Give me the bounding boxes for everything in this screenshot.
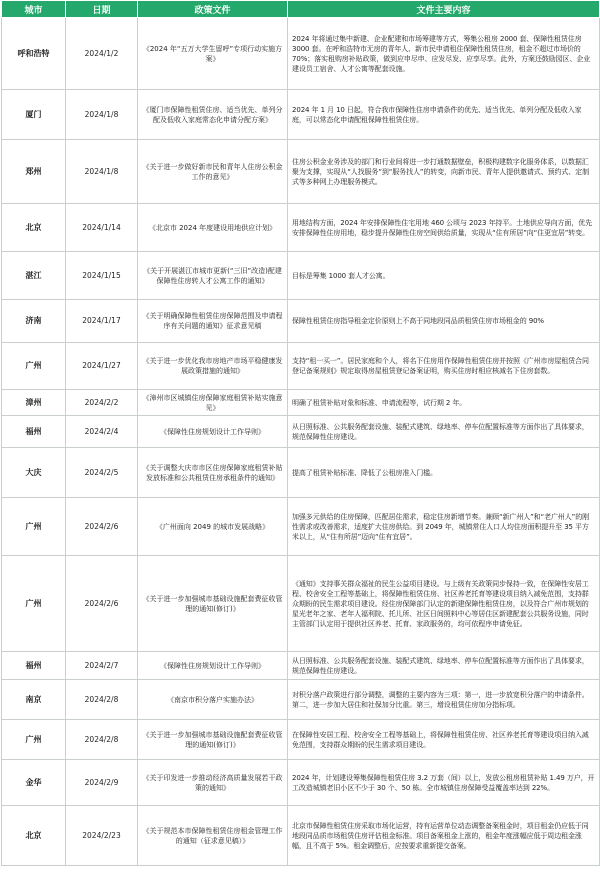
table-row [2,390,600,416]
cell-content: 明确了租赁补贴对象和标准、申请流程等，试行期 2 年。 [288,390,600,416]
table-row [2,806,600,866]
cell-policy: 《关于印发进一步推动经济高质量发展若干政策的通知》 [138,760,288,806]
cell-city: 南京 [2,680,66,720]
cell-policy: 《广州面向 2049 的城市发展战略》 [138,498,288,556]
cell-content: 北京市保障性租赁住房采取市场化运营，持有运营单位动态调整备案租金时，项目租金仍应低于同地段同品质市场租赁住房评估租金标准。项目备案租金上涨的，租金年度涨幅应低于周边租金涨幅，且不高于 5%。租金调整后，应按要求重新提交备案。 [288,806,600,866]
cell-city: 厦门 [2,90,66,140]
table-header-row [2,1,600,18]
cell-content: 支持“租一买一”。居民家庭和个人，将名下住房用作保障性租赁住房并按照《广州市房屋租赁合同登记备案规则》规定取得房屋租赁登记备案证明，购买住房时相应核减名下住房套数。 [288,343,600,390]
cell-content: 用地结构方面，2024 年安排保障性住宅用地 460 公顷与 2023 年持平。土地供应导向方面，优先安排保障性住房用地，稳步提升保障性住房空间供给质量，实现从“住有所居”向“住更宜居”转变。 [288,204,600,252]
cell-city: 福州 [2,416,66,448]
table-row [2,300,600,343]
cell-policy: 《关于进一步加强城市基础设施配套费征收管理的通知(修订)》 [138,556,288,652]
cell-date: 2024/1/14 [66,204,138,252]
cell-date: 2024/2/6 [66,556,138,652]
cell-city: 广州 [2,498,66,556]
table-row [2,90,600,140]
cell-date: 2024/2/6 [66,498,138,556]
header-content: 文件主要内容 [288,1,600,18]
cell-policy: 《关于进一步加强城市基础设施配套费征收管理的通知(修订)》 [138,720,288,760]
cell-city: 北京 [2,204,66,252]
cell-policy: 《2024 年“五万大学生留呼”专项行动实施方案》 [138,18,288,90]
table-row [2,556,600,652]
cell-policy: 《关于进一步优化我市房地产市场平稳健康发展政策措施的通知》 [138,343,288,390]
cell-content: 加强多元供给的住房保障，匹配居住需求，稳定住房新增节奏。兼顾“新广州人”和“老广州人”的刚性需求或改善需求，适度扩大住房供给。到 2049 年，城镇常住人口人均住房面积提升至 35 平方米以上，从“住有所居”迈向“住有宜居”。 [288,498,600,556]
cell-date: 2024/2/5 [66,448,138,498]
cell-date: 2024/2/8 [66,720,138,760]
cell-content: 《通知》支持事关群众福祉的民生公益项目建设。与上级有关政策同步保持一致，在保障性安居工程、校舍安全工程等基础上，将保障性租赁住房、社区养老托育等建设项目纳入减免范围，支持群众期盼的民生需求项目建设。经住房保障部门认定的新建保障性租赁住房，以及符合广州市规划的星光老年之家、老年人福利院、托儿所、社区日间照料中心等居住区新建配套公共服务设施，同时主管部门认定用于提供社区养老、托育、家政服务的，均可依程序申请免征。 [288,556,600,652]
cell-content: 在保障性安居工程、校舍安全工程等基础上，将保障性租赁住房、社区养老托育等建设项目纳入减免范围，支持群众期盼的民生需求项目建设。 [288,720,600,760]
header-policy: 政策文件 [138,1,288,18]
table-row [2,204,600,252]
cell-content: 保障性租赁住房指导租金定价原则上不高于同地段同品质租赁住房市场租金的 90% [288,300,600,343]
table-row [2,498,600,556]
cell-content: 2024 年 1 月 10 日起，符合我市保障性住房申请条件的优先、适当优先、单列分配及低收入家庭，可以常态化申请配租保障性租赁住房。 [288,90,600,140]
table-row [2,252,600,300]
cell-date: 2024/1/8 [66,90,138,140]
table-row [2,18,600,90]
table-row [2,760,600,806]
cell-content: 提高了租赁补贴标准、降低了公租房准入门槛。 [288,448,600,498]
table-row [2,448,600,498]
cell-policy: 《关于规范本市保障性租赁住房租金管理工作的通知（征求意见稿）》 [138,806,288,866]
cell-content: 住房公积金业务涉及的部门和行业间将进一步打通数据壁垒，积极构建数字化服务体系，以数据汇聚为支撑，实现从“人找服务”到“服务找人”的转变，向新市民、青年人提供邀请式、预约式、定制式等多种网上办理服务模式。 [288,140,600,204]
cell-city: 漳州 [2,390,66,416]
cell-city: 广州 [2,343,66,390]
cell-content: 对积分落户政策进行部分调整，调整的主要内容为三项：第一，进一步放宽积分落户的申请条件。第二，进一步加大居住和社保加分比重。第三，增设租赁住房加分指标项。 [288,680,600,720]
cell-policy: 《南京市积分落户实施办法》 [138,680,288,720]
cell-policy: 《关于明确保障性租赁住房保障范围及申请程序有关问题的通知》征求意见稿 [138,300,288,343]
cell-city: 北京 [2,806,66,866]
cell-policy: 《关于开展湛江市城市更新(“三旧”改造)配建保障性住房转人才公寓工作的通知》 [138,252,288,300]
cell-city: 福州 [2,652,66,680]
cell-policy: 《保障性住房规划设计工作导则》 [138,652,288,680]
cell-content: 2024 年，计划建设筹集保障性租赁住房 3.2 万套（间）以上，发放公租房租赁补贴 1.49 万户，开工改造城镇老旧小区不少于 30 个、50 栋。全市城镇住房保障受益覆盖率达到 22%。 [288,760,600,806]
cell-date: 2024/2/9 [66,760,138,806]
policy-table [1,0,600,866]
cell-policy: 《漳州市区城镇住房保障家庭租赁补贴实施意见》 [138,390,288,416]
cell-date: 2024/2/7 [66,652,138,680]
cell-content: 从日照标准、公共服务配套设施、装配式建筑、绿地率、停车位配置标准等方面作出了具体要求，规范保障性住房建设。 [288,652,600,680]
cell-city: 呼和浩特 [2,18,66,90]
cell-policy: 《厦门市保障性租赁住房、适当优先、单列分配及低收入家庭常态化申请分配方案》 [138,90,288,140]
cell-policy: 《关于进一步做好新市民和青年人住房公积金工作的意见》 [138,140,288,204]
cell-city: 郑州 [2,140,66,204]
cell-date: 2024/1/15 [66,252,138,300]
cell-content: 目标是筹集 1000 套人才公寓。 [288,252,600,300]
cell-policy: 《北京市 2024 年度建设用地供应计划》 [138,204,288,252]
table-row [2,680,600,720]
cell-date: 2024/1/27 [66,343,138,390]
cell-city: 广州 [2,556,66,652]
cell-city: 湛江 [2,252,66,300]
table-row [2,416,600,448]
cell-date: 2024/2/23 [66,806,138,866]
cell-date: 2024/2/4 [66,416,138,448]
cell-date: 2024/2/8 [66,680,138,720]
table-row [2,652,600,680]
cell-policy: 《保障性住房规划设计工作导则》 [138,416,288,448]
table-row [2,140,600,204]
cell-content: 从日照标准、公共服务配套设施、装配式建筑、绿地率、停车位配置标准等方面作出了具体要求，规范保障性住房建设。 [288,416,600,448]
cell-date: 2024/2/2 [66,390,138,416]
cell-city: 金华 [2,760,66,806]
table-row [2,343,600,390]
cell-date: 2024/1/17 [66,300,138,343]
cell-content: 2024 年将通过集中新建、企业配建和市场筹建等方式，筹集公租房 2000 套、保障性租赁住房 3000 套。在呼和浩特市无房的青年人、新市民申请租住保障性租赁住房，租金不超过市场价的 70%；落实租购房补贴政策，做到应申尽申、应发尽发、应享尽享。此外，方案还鼓励园区、企业建设员工宿舍、人才公寓等配套设施。 [288,18,600,90]
table-row [2,720,600,760]
cell-city: 大庆 [2,448,66,498]
cell-city: 济南 [2,300,66,343]
header-city: 城市 [2,1,66,18]
cell-city: 广州 [2,720,66,760]
header-date: 日期 [66,1,138,18]
cell-date: 2024/1/2 [66,18,138,90]
cell-date: 2024/1/8 [66,140,138,204]
cell-policy: 《关于调整大庆市市区住房保障家庭租赁补贴发放标准和公共租赁住房承租条件的通知》 [138,448,288,498]
